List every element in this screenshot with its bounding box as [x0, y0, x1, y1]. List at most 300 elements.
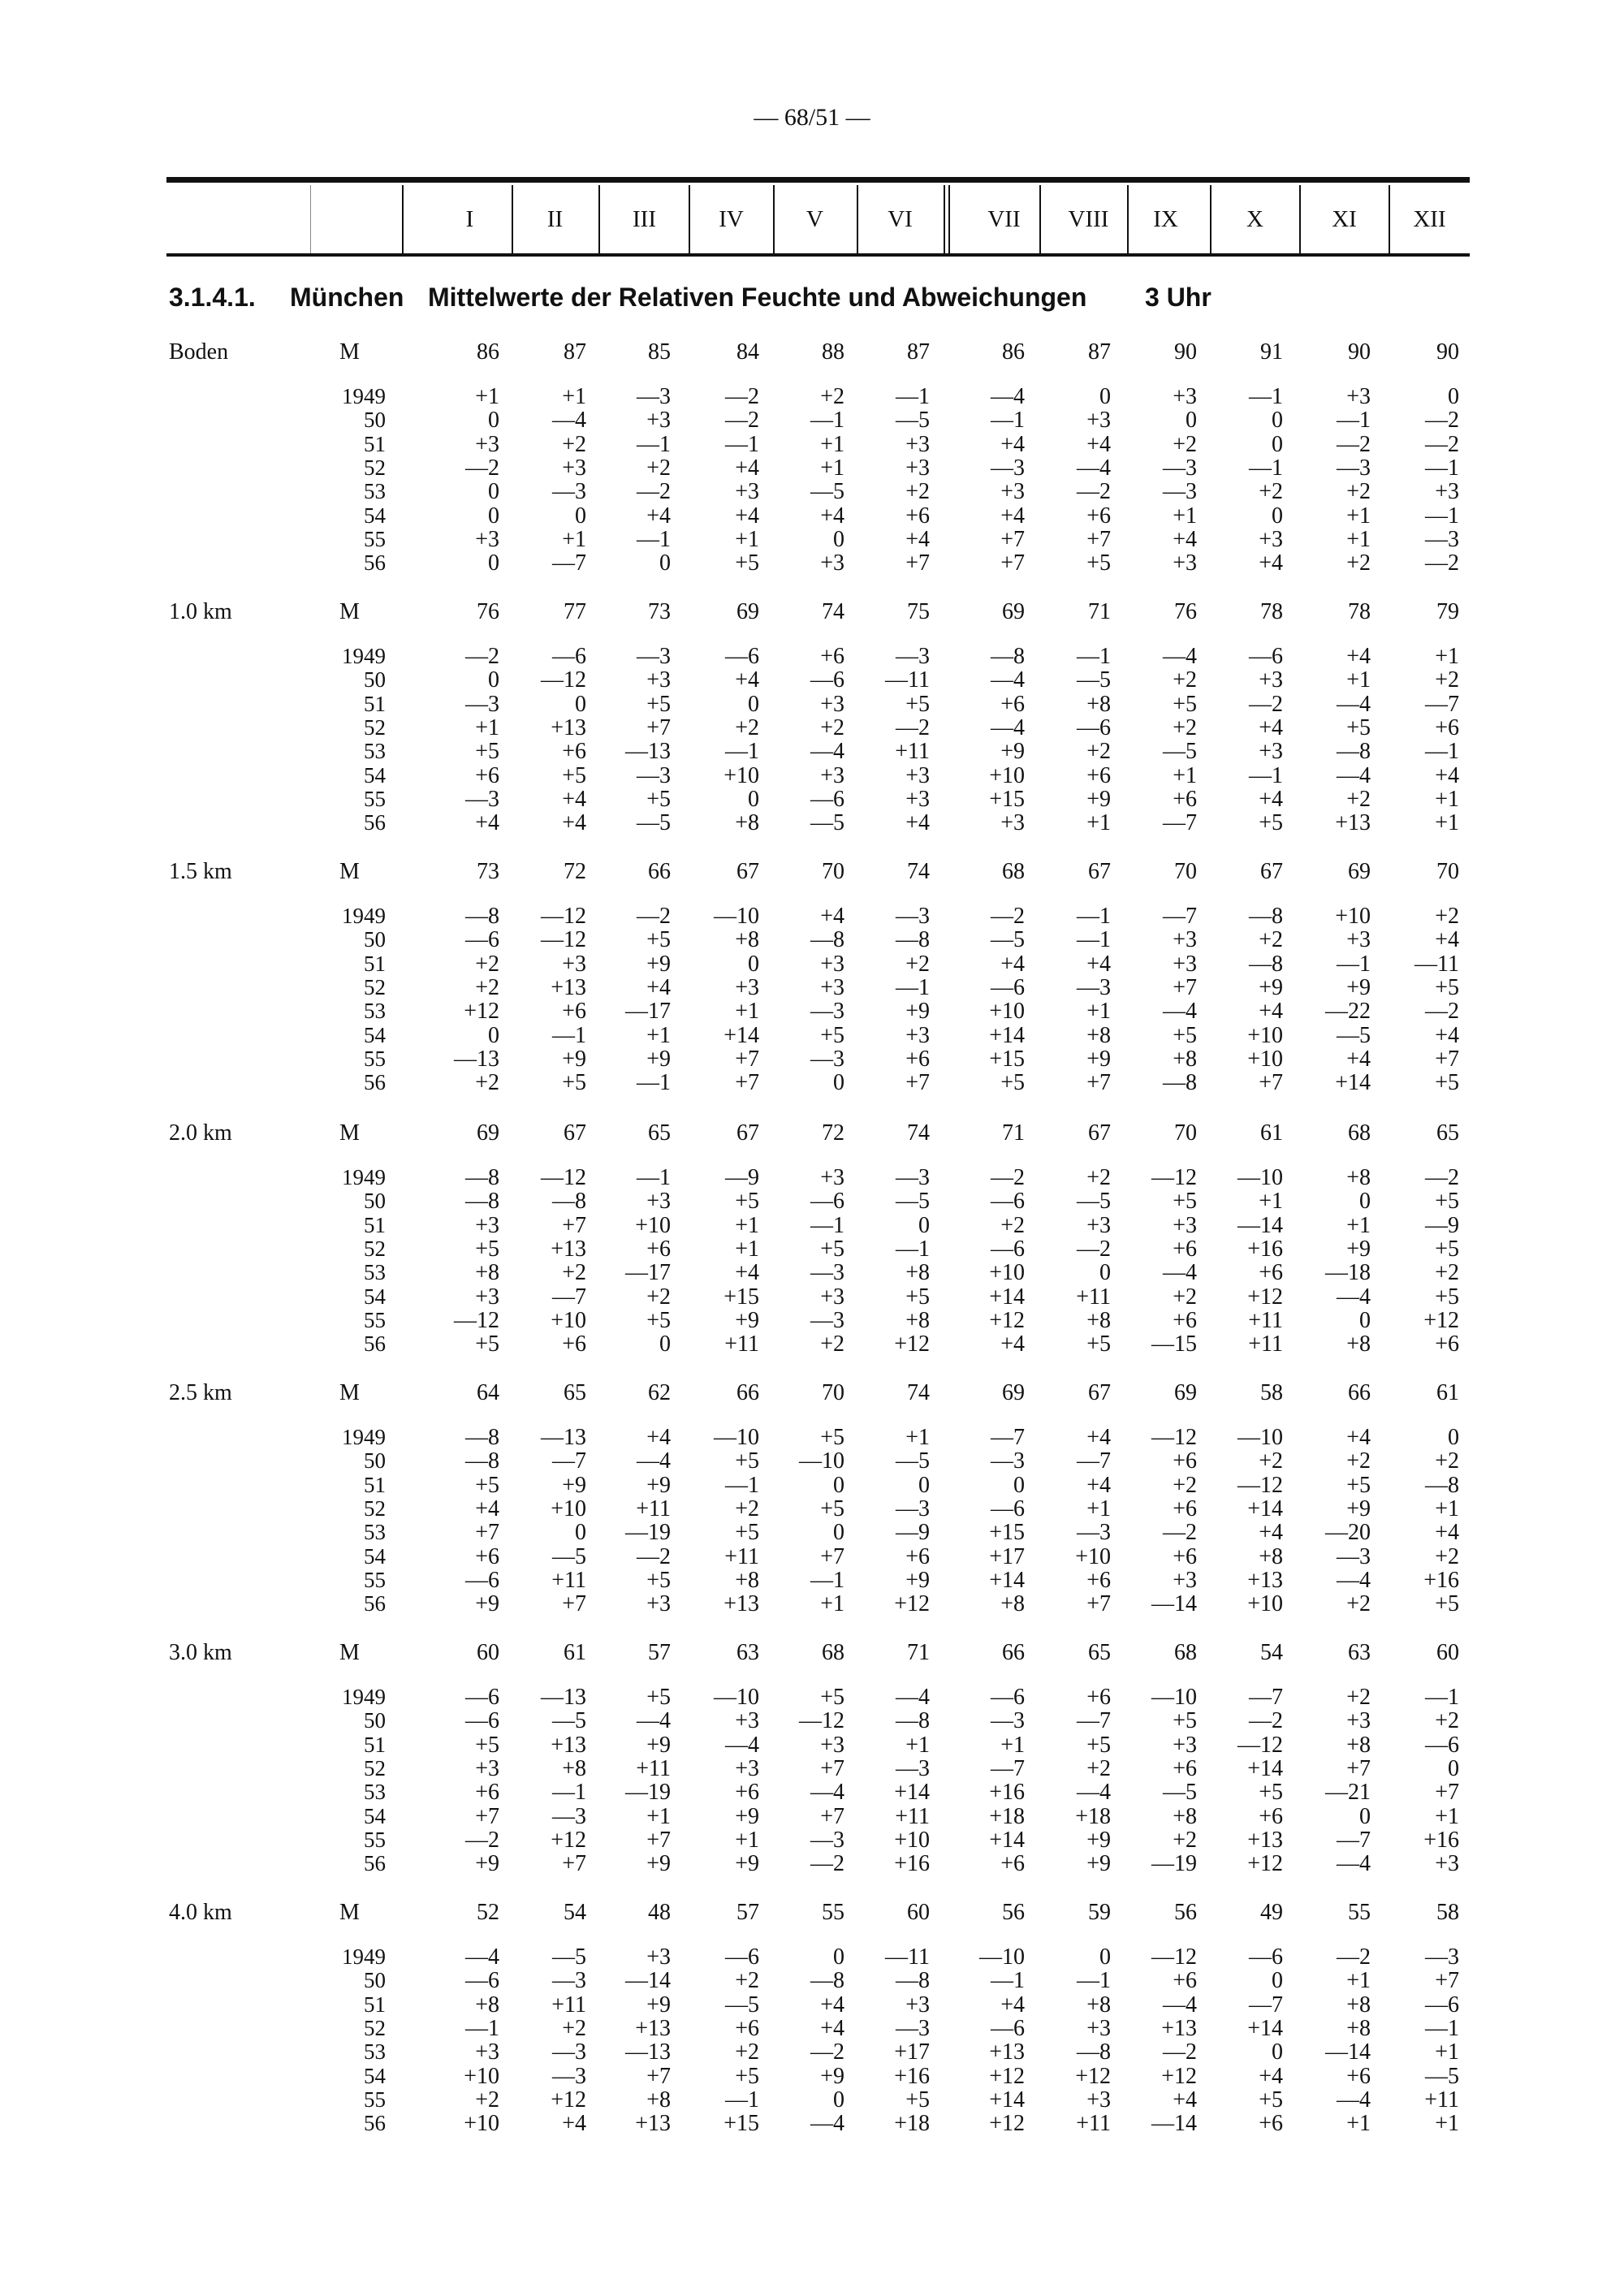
mean-value-cell: 56 [1002, 1900, 1025, 1925]
deviation-cell: —5 [1077, 667, 1111, 693]
deviation-cell: +3 [735, 479, 759, 505]
deviation-cell: +14 [1247, 1755, 1283, 1781]
deviation-cell: 0 [1272, 2039, 1283, 2065]
deviation-cell: +9 [735, 1307, 759, 1333]
deviation-cell: —2 [637, 1543, 671, 1569]
mean-value-cell: 85 [648, 339, 671, 365]
deviation-cell: +3 [735, 974, 759, 1000]
deviation-cell: —7 [552, 1284, 586, 1310]
deviation-cell: +5 [820, 1236, 844, 1262]
deviation-cell: —8 [810, 927, 844, 953]
deviation-cell: +9 [905, 999, 930, 1025]
deviation-cell: +1 [1435, 1803, 1459, 1829]
year-label: 51 [364, 431, 386, 456]
mean-value-cell: 67 [564, 1120, 586, 1146]
deviation-cell: —17 [625, 1260, 671, 1286]
deviation-cell: —1 [896, 1236, 930, 1262]
year-label: 52 [364, 714, 386, 740]
deviation-cell: +1 [1346, 1968, 1371, 1994]
deviation-cell: —9 [725, 1165, 759, 1190]
deviation-cell: +14 [989, 1827, 1025, 1853]
mean-value-cell: 90 [1436, 339, 1459, 365]
deviation-cell: +15 [723, 1284, 759, 1310]
year-label: 1949 [342, 644, 386, 668]
mean-value-cell: 91 [1260, 339, 1283, 365]
deviation-cell: +3 [1259, 739, 1283, 765]
deviation-cell: 0 [488, 479, 499, 505]
deviation-cell: +4 [820, 503, 844, 529]
deviation-cell: +13 [1161, 2015, 1197, 2041]
deviation-cell: +2 [1173, 714, 1197, 740]
deviation-cell: +9 [735, 1803, 759, 1829]
mean-value-cell: 55 [822, 1900, 844, 1925]
deviation-cell: +6 [1435, 714, 1459, 740]
deviation-cell: +6 [1346, 2063, 1371, 2089]
deviation-cell: —5 [552, 1543, 586, 1569]
deviation-cell: +4 [1086, 1425, 1111, 1450]
deviation-cell: +5 [475, 1236, 499, 1262]
deviation-cell: +5 [1435, 1284, 1459, 1310]
deviation-cell: +5 [562, 1070, 586, 1096]
mean-value-cell: 62 [648, 1380, 671, 1405]
year-label: 53 [364, 739, 386, 764]
deviation-cell: —4 [1077, 1780, 1111, 1806]
deviation-cell: +12 [551, 2087, 586, 2113]
deviation-cell: +6 [562, 739, 586, 765]
deviation-cell: —12 [1237, 1472, 1283, 1498]
deviation-cell: +7 [1435, 1780, 1459, 1806]
deviation-cell: +1 [1173, 762, 1197, 788]
deviation-cell: —9 [896, 1520, 930, 1546]
deviation-cell: +8 [905, 1260, 930, 1286]
deviation-cell: +5 [1435, 1591, 1459, 1617]
deviation-cell: +5 [1435, 1189, 1459, 1215]
mean-value-cell: 65 [1088, 1640, 1111, 1665]
mean-value-cell: 72 [822, 1120, 844, 1146]
deviation-cell: +10 [551, 1307, 586, 1333]
year-label: 54 [364, 1543, 386, 1569]
mean-value-cell: 87 [564, 339, 586, 365]
deviation-cell: +5 [735, 550, 759, 576]
deviation-cell: —5 [991, 927, 1025, 953]
deviation-cell: +7 [1086, 1070, 1111, 1096]
deviation-cell: —6 [465, 1708, 499, 1734]
deviation-cell: +13 [723, 1591, 759, 1617]
deviation-cell: +7 [735, 1070, 759, 1096]
deviation-cell: —3 [552, 479, 586, 505]
deviation-cell: +6 [1086, 503, 1111, 529]
deviation-cell: +4 [475, 810, 499, 836]
deviation-cell: +1 [905, 1732, 930, 1758]
deviation-cell: +4 [1000, 431, 1025, 457]
year-label: 52 [364, 974, 386, 999]
mean-value-cell: 71 [907, 1640, 930, 1665]
deviation-cell: +1 [820, 455, 844, 481]
deviation-cell: +2 [1259, 1448, 1283, 1474]
deviation-cell: +2 [562, 2015, 586, 2041]
deviation-cell: —1 [810, 1212, 844, 1238]
deviation-cell: +6 [1173, 1307, 1197, 1333]
deviation-cell: +4 [820, 1992, 844, 2018]
deviation-cell: +2 [1346, 786, 1371, 812]
mean-value-cell: 61 [1436, 1380, 1459, 1405]
deviation-cell: +13 [1247, 1567, 1283, 1593]
deviation-cell: 0 [488, 1022, 499, 1048]
deviation-cell: —4 [1337, 1567, 1371, 1593]
deviation-cell: +1 [1173, 503, 1197, 529]
deviation-cell: +8 [1086, 1992, 1111, 2018]
deviation-cell: +8 [735, 810, 759, 836]
deviation-cell: —4 [637, 1708, 671, 1734]
deviation-cell: +9 [735, 1851, 759, 1877]
deviation-cell: +3 [1346, 384, 1371, 409]
mean-value-cell: 74 [907, 1380, 930, 1405]
deviation-cell: —12 [541, 927, 586, 953]
deviation-cell: —1 [465, 2015, 499, 2041]
year-label: 55 [364, 1046, 386, 1071]
deviation-cell: +14 [989, 2087, 1025, 2113]
deviation-cell: —1 [637, 431, 671, 457]
deviation-cell: —3 [1077, 1520, 1111, 1546]
deviation-cell: —6 [1425, 1992, 1459, 2018]
mean-value-cell: 61 [1260, 1120, 1283, 1146]
deviation-cell: —3 [991, 455, 1025, 481]
deviation-cell: —3 [1163, 455, 1197, 481]
deviation-cell: —6 [991, 2015, 1025, 2041]
deviation-cell: +8 [735, 1567, 759, 1593]
deviation-cell: +11 [895, 1803, 930, 1829]
deviation-cell: —3 [810, 1046, 844, 1072]
year-label: 50 [364, 1708, 386, 1733]
deviation-cell: 0 [833, 1472, 844, 1498]
deviation-cell: +8 [1346, 1992, 1371, 2018]
deviation-cell: +10 [1247, 1046, 1283, 1072]
mean-row-label: M [339, 339, 360, 365]
deviation-cell: —5 [1337, 1022, 1371, 1048]
deviation-cell: —10 [979, 1944, 1025, 1970]
deviation-cell: +3 [646, 1189, 671, 1215]
deviation-cell: +16 [1423, 1827, 1459, 1853]
deviation-cell: +4 [562, 2111, 586, 2137]
deviation-cell: 0 [488, 550, 499, 576]
deviation-cell: +5 [562, 762, 586, 788]
year-label: 53 [364, 1520, 386, 1545]
mean-value-cell: 77 [564, 599, 586, 624]
deviation-cell: —4 [1163, 999, 1197, 1025]
deviation-cell: +3 [1346, 927, 1371, 953]
year-label: 50 [364, 927, 386, 952]
deviation-cell: —3 [1337, 1543, 1371, 1569]
deviation-cell: +7 [905, 550, 930, 576]
deviation-cell: +3 [1173, 1732, 1197, 1758]
mean-value-cell: 59 [1088, 1900, 1111, 1925]
deviation-cell: +5 [1346, 1472, 1371, 1498]
deviation-cell: +5 [905, 1284, 930, 1310]
deviation-cell: +1 [1346, 526, 1371, 552]
deviation-cell: +10 [1247, 1591, 1283, 1617]
heading-title: Mittelwerte der Relativen Feuchte und Abweichungen [428, 283, 1087, 312]
deviation-cell: +5 [646, 1685, 671, 1710]
deviation-cell: +7 [1173, 974, 1197, 1000]
deviation-cell: —3 [896, 1165, 930, 1190]
month-header-cell: IV [719, 205, 744, 232]
deviation-cell: —8 [991, 644, 1025, 669]
month-header-cell: XII [1413, 205, 1446, 232]
altitude-label: 1.0 km [169, 599, 232, 624]
deviation-cell: +6 [475, 762, 499, 788]
mean-value-cell: 67 [1260, 859, 1283, 884]
header-divider [948, 185, 950, 253]
deviation-cell: —3 [896, 1495, 930, 1521]
deviation-cell: +4 [1000, 951, 1025, 977]
deviation-cell: —6 [1077, 714, 1111, 740]
deviation-cell: —2 [465, 644, 499, 669]
deviation-cell: +11 [1076, 2111, 1111, 2137]
deviation-cell: +7 [820, 1803, 844, 1829]
deviation-cell: +3 [1086, 2087, 1111, 2113]
deviation-cell: —4 [991, 667, 1025, 693]
deviation-cell: +4 [1259, 714, 1283, 740]
deviation-cell: —1 [637, 1165, 671, 1190]
year-label: 1949 [342, 904, 386, 928]
deviation-cell: +4 [1346, 644, 1371, 669]
mean-value-cell: 86 [1002, 339, 1025, 365]
deviation-cell: +6 [475, 1543, 499, 1569]
heading-station: München [290, 283, 404, 312]
mean-value-cell: 86 [477, 339, 499, 365]
deviation-cell: —2 [1425, 1165, 1459, 1190]
deviation-cell: 0 [918, 1472, 930, 1498]
deviation-cell: —15 [1151, 1331, 1197, 1357]
deviation-cell: +4 [646, 503, 671, 529]
deviation-cell: —7 [1425, 691, 1459, 717]
deviation-cell: —17 [625, 999, 671, 1025]
deviation-cell: +2 [1173, 1472, 1197, 1498]
year-label: 51 [364, 1472, 386, 1497]
deviation-cell: —4 [810, 2111, 844, 2137]
deviation-cell: +4 [475, 1495, 499, 1521]
deviation-cell: +12 [989, 1307, 1025, 1333]
page-number: — 68/51 — [754, 104, 870, 131]
deviation-cell: +4 [1346, 1425, 1371, 1450]
deviation-cell: —4 [1337, 1851, 1371, 1877]
deviation-cell: —14 [1325, 2039, 1371, 2065]
deviation-cell: +12 [894, 1331, 930, 1357]
mean-value-cell: 88 [822, 339, 844, 365]
deviation-cell: +6 [1173, 1968, 1197, 1994]
deviation-cell: —6 [991, 1495, 1025, 1521]
deviation-cell: +1 [1086, 810, 1111, 836]
deviation-cell: +5 [1086, 1732, 1111, 1758]
deviation-cell: —1 [1337, 408, 1371, 434]
deviation-cell: —1 [1249, 455, 1283, 481]
deviation-cell: +2 [1435, 1708, 1459, 1734]
year-label: 50 [364, 667, 386, 693]
deviation-cell: +4 [735, 455, 759, 481]
mean-value-cell: 69 [477, 1120, 499, 1146]
deviation-cell: +4 [646, 974, 671, 1000]
deviation-cell: +1 [1000, 1732, 1025, 1758]
deviation-cell: —1 [1077, 644, 1111, 669]
deviation-cell: +14 [989, 1284, 1025, 1310]
deviation-cell: +4 [1173, 526, 1197, 552]
deviation-cell: +5 [646, 1307, 671, 1333]
deviation-cell: +6 [1000, 691, 1025, 717]
deviation-cell: +5 [1173, 1189, 1197, 1215]
deviation-cell: +2 [735, 2039, 759, 2065]
deviation-cell: +12 [989, 2063, 1025, 2089]
deviation-cell: —2 [465, 455, 499, 481]
deviation-cell: +2 [646, 1284, 671, 1310]
deviation-cell: +3 [905, 431, 930, 457]
deviation-cell: +2 [475, 974, 499, 1000]
deviation-cell: +6 [1173, 786, 1197, 812]
deviation-cell: —1 [725, 431, 759, 457]
deviation-cell: +2 [1346, 1591, 1371, 1617]
year-label: 53 [364, 1780, 386, 1805]
year-label: 52 [364, 2015, 386, 2040]
deviation-cell: +3 [1173, 550, 1197, 576]
mean-value-cell: 76 [477, 599, 499, 624]
deviation-cell: 0 [1186, 408, 1197, 434]
deviation-cell: +1 [562, 526, 586, 552]
month-header-cell: XI [1332, 205, 1357, 232]
deviation-cell: —10 [1237, 1165, 1283, 1190]
deviation-cell: +3 [475, 1212, 499, 1238]
deviation-cell: +3 [1173, 927, 1197, 953]
mean-value-cell: 52 [477, 1900, 499, 1925]
deviation-cell: +10 [464, 2111, 499, 2137]
deviation-cell: —8 [465, 1165, 499, 1190]
deviation-cell: +3 [820, 691, 844, 717]
deviation-cell: —3 [637, 762, 671, 788]
deviation-cell: —3 [552, 1968, 586, 1994]
month-header-cell: VIII [1068, 205, 1109, 232]
deviation-cell: —13 [454, 1046, 499, 1072]
deviation-cell: +1 [735, 999, 759, 1025]
deviation-cell: +7 [1086, 1591, 1111, 1617]
altitude-label: 1.5 km [169, 859, 232, 884]
deviation-cell: +5 [820, 1425, 844, 1450]
deviation-cell: 0 [1359, 1189, 1371, 1215]
deviation-cell: +1 [475, 714, 499, 740]
deviation-cell: —3 [896, 2015, 930, 2041]
deviation-cell: +4 [735, 1260, 759, 1286]
deviation-cell: 0 [748, 691, 759, 717]
deviation-cell: +3 [646, 1591, 671, 1617]
mean-value-cell: 67 [1088, 1380, 1111, 1405]
deviation-cell: +9 [562, 1046, 586, 1072]
deviation-cell: 0 [659, 1331, 671, 1357]
deviation-cell: +1 [1435, 1495, 1459, 1521]
deviation-cell: —14 [1237, 1212, 1283, 1238]
deviation-cell: +5 [1435, 974, 1459, 1000]
year-label: 56 [364, 2111, 386, 2136]
deviation-cell: —8 [896, 1968, 930, 1994]
deviation-cell: +13 [989, 2039, 1025, 2065]
deviation-cell: —8 [1425, 1472, 1459, 1498]
deviation-cell: +4 [735, 503, 759, 529]
year-label: 51 [364, 951, 386, 976]
mean-value-cell: 71 [1088, 599, 1111, 624]
deviation-cell: +4 [905, 526, 930, 552]
year-label: 53 [364, 999, 386, 1024]
deviation-cell: +4 [1435, 1520, 1459, 1546]
deviation-cell: +6 [1173, 1448, 1197, 1474]
deviation-cell: +3 [905, 1022, 930, 1048]
deviation-cell: +2 [820, 714, 844, 740]
deviation-cell: —1 [1425, 2015, 1459, 2041]
deviation-cell: —4 [810, 1780, 844, 1806]
deviation-cell: —3 [810, 1260, 844, 1286]
deviation-cell: +2 [820, 1331, 844, 1357]
deviation-cell: +6 [1000, 1851, 1025, 1877]
mean-row-label: M [339, 599, 360, 624]
deviation-cell: +4 [646, 1425, 671, 1450]
deviation-cell: +9 [562, 1472, 586, 1498]
deviation-cell: +6 [1259, 1803, 1283, 1829]
deviation-cell: +1 [475, 384, 499, 409]
deviation-cell: +9 [1259, 974, 1283, 1000]
deviation-cell: —1 [1077, 904, 1111, 929]
deviation-cell: +6 [562, 1331, 586, 1357]
mean-value-cell: 70 [822, 859, 844, 884]
deviation-cell: +9 [820, 2063, 844, 2089]
deviation-cell: +6 [1173, 1236, 1197, 1262]
deviation-cell: +9 [646, 1732, 671, 1758]
deviation-cell: +6 [475, 1780, 499, 1806]
deviation-cell: —2 [1425, 431, 1459, 457]
deviation-cell: +7 [1000, 550, 1025, 576]
deviation-cell: +8 [1086, 1307, 1111, 1333]
deviation-cell: +13 [551, 1236, 586, 1262]
deviation-cell: 0 [575, 503, 586, 529]
deviation-cell: —7 [1077, 1448, 1111, 1474]
year-label: 1949 [342, 1425, 386, 1449]
deviation-cell: —3 [552, 2063, 586, 2089]
deviation-cell: —3 [896, 644, 930, 669]
year-label: 54 [364, 503, 386, 528]
deviation-cell: +6 [1259, 1260, 1283, 1286]
deviation-cell: +11 [636, 1495, 671, 1521]
deviation-cell: +7 [1000, 526, 1025, 552]
deviation-cell: +13 [635, 2111, 671, 2137]
month-header-cell: V [806, 205, 823, 232]
year-label: 50 [364, 408, 386, 433]
deviation-cell: —4 [991, 714, 1025, 740]
deviation-cell: —12 [1151, 1944, 1197, 1970]
year-label: 52 [364, 1495, 386, 1521]
deviation-cell: +6 [735, 2015, 759, 2041]
deviation-cell: +3 [1435, 479, 1459, 505]
deviation-cell: +12 [1075, 2063, 1111, 2089]
altitude-label: Boden [169, 339, 229, 365]
deviation-cell: —6 [1249, 1944, 1283, 1970]
deviation-cell: —1 [1077, 1968, 1111, 1994]
mean-value-cell: 78 [1348, 599, 1371, 624]
deviation-cell: —3 [991, 1708, 1025, 1734]
deviation-cell: —7 [552, 550, 586, 576]
deviation-cell: —1 [1249, 762, 1283, 788]
deviation-cell: +9 [1346, 974, 1371, 1000]
mean-value-cell: 70 [822, 1380, 844, 1405]
mean-value-cell: 69 [1348, 859, 1371, 884]
deviation-cell: —6 [465, 1968, 499, 1994]
deviation-cell: +4 [820, 2015, 844, 2041]
deviation-cell: —4 [637, 1448, 671, 1474]
deviation-cell: +4 [1259, 1520, 1283, 1546]
deviation-cell: —3 [637, 644, 671, 669]
